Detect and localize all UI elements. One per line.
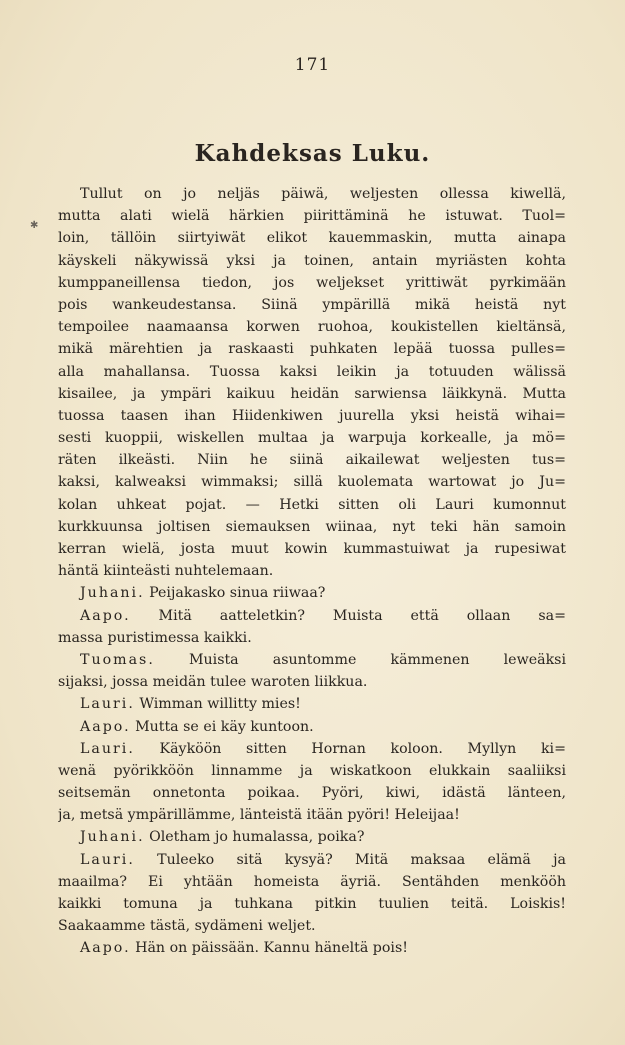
line-text: Käyköön sitten Hornan koloon. Myllyn ki=: [134, 740, 566, 757]
line-text: sijaksi, jossa meidän tulee waroten liikkua.: [58, 674, 368, 691]
text-line: [58, 538, 566, 560]
line-text: tuossa taasen ihan Hiidenkiwen juurella yksi heistä wihai=: [58, 407, 566, 424]
text-line: [58, 716, 566, 738]
line-text: seitsemän onnetonta poikaa. Pyöri, kiwi, idästä länteen,: [58, 785, 566, 802]
line-text: mutta alati wielä härkien piirittäminä he istuwat. Tuol=: [58, 208, 566, 225]
text-line: [58, 871, 566, 893]
line-text: pois wankeudestansa. Siinä ympärillä mikä heistä nyt: [58, 296, 566, 313]
line-text: kurkkuunsa joltisen siemauksen wiinaa, nyt teki hän samoin: [58, 518, 566, 535]
line-text: Saakaamme tästä, sydämeni weljet.: [58, 918, 316, 935]
line-text: Peijakasko sinua riiwaa?: [144, 585, 326, 602]
text-line: [58, 250, 566, 272]
chapter-title: Kahdeksas Luku.: [194, 140, 431, 167]
line-text: kisailee, ja ympäri kaikuu heidän sarwiensa läikkynä. Mutta: [58, 385, 566, 402]
page-number: 171: [294, 55, 331, 75]
line-text: Muista asuntomme kämmenen leweäksi: [154, 651, 566, 668]
text-line: [58, 671, 566, 693]
text-line: [58, 782, 566, 804]
text-line: [58, 205, 566, 227]
line-text: kaikki tomuna ja tuhkana pitkin tuulien teitä. Loiskis!: [58, 896, 566, 912]
text-line: [58, 494, 566, 516]
line-text: massa puristimessa kaikki.: [58, 629, 252, 646]
line-text: loin, tällöin siirtyiwät elikot kauemmaskin, mutta ainapa: [58, 230, 566, 247]
text-line: [58, 316, 566, 338]
speaker-name: Tuomas.: [80, 651, 155, 668]
text-line: [58, 760, 566, 782]
ink-mark: ✱: [30, 220, 39, 231]
text-line: [58, 849, 566, 871]
text-line: [58, 338, 566, 360]
line-text: kaksi, kalweaksi wimmaksi; sillä kuolemata wartowat jo Ju=: [58, 474, 566, 491]
text-line: [58, 227, 566, 249]
speaker-name: Aapo.: [80, 940, 131, 957]
text-line: [58, 427, 566, 449]
text-line: [58, 893, 566, 915]
line-text: Mitä aatteletkin? Muista että ollaan sa=: [130, 607, 566, 624]
line-text: wenä pyörikköön linnamme ja wiskatkoon elukkain saaliiksi: [58, 762, 566, 779]
line-text: Tullut on jo neljäs päiwä, weljesten ollessa kiwellä,: [80, 186, 566, 202]
body-text: [58, 183, 566, 960]
text-line: [58, 272, 566, 294]
text-line: [58, 383, 566, 405]
line-text: Wimman willitty mies!: [134, 696, 301, 713]
line-text: käyskeli näkywissä yksi ja toinen, antain myriästen kohta: [58, 252, 566, 269]
speaker-name: Aapo.: [80, 718, 131, 735]
line-text: sesti kuoppii, wiskellen multaa ja warpuja korkealle, ja mö=: [58, 430, 566, 447]
text-line: [58, 294, 566, 316]
text-line: [58, 183, 566, 205]
line-text: maailma? Ei yhtään homeista äyriä. Sentähden menkööh: [58, 873, 566, 890]
text-line: [58, 804, 566, 826]
line-text: Oletham jo humalassa, poika?: [144, 829, 365, 846]
line-text: häntä kiinteästi nuhtelemaan.: [58, 563, 274, 580]
line-text: alla mahallansa. Tuossa kaksi leikin ja totuuden wälissä: [58, 363, 566, 380]
text-line: [58, 582, 566, 604]
speaker-name: Aapo.: [80, 607, 131, 624]
text-line: [58, 560, 566, 582]
text-line: [58, 627, 566, 649]
text-line: [58, 693, 566, 715]
text-line: [58, 826, 566, 848]
line-text: kumppaneillensa tiedon, jos weljekset yrittiwät pyrkimään: [58, 274, 566, 291]
speaker-name: Juhani.: [80, 829, 145, 846]
line-text: Tuleeko sitä kysyä? Mitä maksaa elämä ja: [134, 851, 566, 868]
text-line: [58, 649, 566, 671]
text-line: [58, 471, 566, 493]
speaker-name: Lauri.: [80, 696, 135, 713]
line-text: mikä märehtien ja raskaasti puhkaten lepää tuossa pulles=: [58, 341, 566, 358]
speaker-name: Juhani.: [80, 585, 145, 602]
speaker-name: Lauri.: [80, 851, 135, 868]
text-line: [58, 605, 566, 627]
line-text: Hän on päissään. Kannu häneltä pois!: [130, 940, 408, 957]
text-line: [58, 937, 566, 959]
line-text: kolan uhkeat pojat. — Hetki sitten oli Lauri kumonnut: [58, 496, 566, 513]
text-line: [58, 738, 566, 760]
line-text: Mutta se ei käy kuntoon.: [130, 718, 314, 735]
text-line: [58, 405, 566, 427]
line-text: kerran wielä, josta muut kowin kummastuiwat ja rupesiwat: [58, 541, 566, 557]
line-text: tempoilee naamaansa korwen ruohoa, koukistellen kieltänsä,: [58, 319, 566, 336]
speaker-name: Lauri.: [80, 740, 135, 757]
line-text: ja, metsä ympärillämme, länteistä itään pyöri! Heleijaa!: [58, 807, 460, 824]
text-line: [58, 361, 566, 383]
text-line: [58, 516, 566, 538]
text-line: [58, 915, 566, 937]
text-line: [58, 449, 566, 471]
line-text: räten ilkeästi. Niin he siinä aikailewat weljesten tus=: [58, 452, 566, 469]
